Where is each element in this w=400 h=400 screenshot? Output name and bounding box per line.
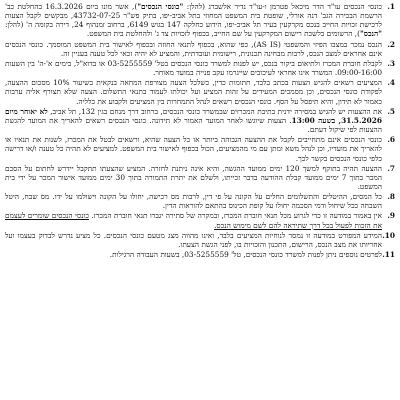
clause-text-segment: "הנכס" bbox=[359, 29, 382, 39]
clause-text-segment: המציעים רשאים להגיש הצעות בכתב בלבד, חתומות כדין, כשלכל הצעה מצורפת המחאה בנקאית בשיעור 10% מסכום ההצעה, לפקודת כונסי הנכסים, וכן מסמכים המעידים על זהות המציע ועל יכולתו לעמוד בתנאי התשלום. הצעה שלא תצורף אליה ערבות כאמור לא תידון, והיא תיפסל על הסף. כונסי הנכסים רשאים לנהל התמחרות בין המציעים ולקבוע את כלליה. bbox=[5, 78, 382, 106]
clause-item bbox=[5, 250, 395, 259]
clause-text bbox=[5, 231, 382, 249]
clause-text-segment: ), הרשומים בלשכת רישום המקרקעין על שם החייב, בכפוף לזכויות צד ג' ולהחלטת בית המשפט. bbox=[86, 29, 360, 39]
clause-item bbox=[5, 192, 395, 210]
clause-text-segment: כונסי הנכסים אינם מתחייבים לקבל את ההצעה הגבוהה ביותר או כל הצעה שהיא, ורשאים לבטל את המכרז, לשנות את תנאיו או להאריך את מועדיו, וכן לנהל משא ומתן עם מי מהמציעים, הכול בכפוף לאישור בית המשפט. למציעים לא תהיה כל טענה ו/או דרישה כלפי כונסי הנכסים בקשר לכך. bbox=[5, 135, 382, 163]
clause-number: 10. bbox=[382, 230, 395, 240]
clause-number: 6. bbox=[387, 135, 395, 145]
clause-text-segment: כונסי הנכסים עו"ד הדר מיכאל פטרמן ו-עו"ד נדיר אלשברג (להלן: bbox=[183, 2, 382, 11]
clause-text bbox=[5, 107, 382, 134]
clause-text-segment: כל המסים, ההיטלים והתשלומים החלים על הקונה על פי דין, לרבות מס רכישה, יחולו על הקונה וישולמו על ידו. מס שבח, היטל השבחה ככל שיחול ודמי הסכמה יחולו על קופת הכינוס בהתאם להוראות הדין. bbox=[5, 192, 382, 211]
clause-text-segment: לפרטים נוספים ניתן לפנות למשרד כונסי הנכסים, טל' 03-5255559, בשעות העבודה הרגילות. bbox=[109, 250, 382, 260]
clause-text bbox=[5, 78, 382, 105]
clause-list bbox=[5, 2, 395, 259]
clause-text-segment: הנכס נמכר במצבו הפיזי והמשפטי (AS IS), כפי שהוא, בכפוף לתנאי החוזה ובכפוף לאישור בית המשפט המוסמך. כונסי הנכסים אינם אחראים למצב הנכס, לרבות מבחינה תכנונית, רישומית ועובדתית, והמציע לא יהיה זכאי לכל טענה בעניין זה. bbox=[5, 39, 383, 58]
clause-number: 11. bbox=[382, 250, 395, 260]
clause-text bbox=[5, 2, 382, 38]
clause-text-segment: ), אשר מונו ביום 16.3.2026 בהחלטת כב' הרשמת הבכירה הגב' דנה אורלי, שופטת בית המשפט המחוזי בתל אביב-יפו, בתיק פש"ר 43732-07-25, מבקשים לקבל הצעות לרכישת זכויות החייב בנכס מקרקעין בעיר תל אביב-יפו, הידוע כחלקה 147 בגוש 6149, ברחוב זמנהוף 24, דירה בקומה ה' (להלן: bbox=[5, 2, 382, 30]
clause-text-segment: אין באמור במודעה זו כדי לגרוע מכל תנאי חוברת המכרז, ובמקרה של סתירה יגברו תנאי חוברת המכרז. bbox=[89, 211, 383, 221]
clause-text bbox=[5, 211, 382, 229]
clause-text-segment: המידע המפורט במודעה זו נמסר לנוחיות המציעים בלבד, ואינו מהווה מצג מטעם כונסי הנכסים. כל מציע נדרש לבדוק בעצמו ועל אחריותו את מצב הנכס, הרישום, התכנון והזכויות בו, לפני הגשת הצעתו. bbox=[5, 230, 382, 249]
clause-text bbox=[110, 250, 382, 259]
clause-text bbox=[5, 40, 382, 58]
clause-text bbox=[5, 59, 382, 77]
clause-text-segment: לקבלת חוברת המכרז ולתיאום ביקור בנכס, יש לפנות למשרד כונסי הנכסים בטל' 03-5255559 או בדוא"ל, בימים א'-ה' בין השעות 09:00-16:00. המשרד אינו אחראי לעיכובים שייגרמו עקב פנייה במועד מאוחר. bbox=[5, 58, 383, 78]
clause-text bbox=[5, 164, 382, 191]
clause-number: 5. bbox=[387, 106, 395, 116]
clause-item bbox=[5, 164, 395, 191]
clause-item bbox=[5, 78, 395, 105]
clause-number: 1. bbox=[387, 2, 395, 11]
clause-item bbox=[5, 2, 395, 39]
clause-text-segment: את ההצעות יש להגיש במסירה ידנית בתיבת המכרזים שבמשרד כונסי הנכסים, ברחוב דרך מנחם בגין 132, תל אביב, bbox=[47, 106, 382, 116]
clause-number: 7. bbox=[387, 163, 395, 173]
clause-item bbox=[5, 231, 395, 249]
clause-text bbox=[5, 135, 382, 162]
clause-item bbox=[5, 135, 395, 162]
clause-text-segment: לא יאוחר מיום 31.5.2026, בשעה 13:00 bbox=[5, 106, 382, 125]
clause-text-segment: כונסי הנכסים שומרים לעצמם את הזכות לפעול בכל דרך שתיראה להם לשם מימוש הנכס. bbox=[5, 211, 382, 230]
clause-text bbox=[5, 192, 382, 210]
clause-text-segment: . הצעות שיוגשו לאחר המועד האמור לא תידונה. כונסי הנכסים רשאים להאריך את המועד להגשת ההצעות לפי שיקול דעתם. bbox=[5, 115, 382, 135]
clause-item bbox=[5, 211, 395, 229]
clause-number: 4. bbox=[387, 78, 395, 88]
clause-number: 9. bbox=[387, 211, 395, 221]
clause-text-segment: ההצעה תהיה בתוקף למשך 120 ימים ממועד ההגשה, והיא אינה ניתנת לחזרה. המציע שהצעתו תתקבל יידרש לחתום על הסכם המכר בתוך 7 ימים ממועד קבלת ההודעה בדבר זכייתו, ולשלם את יתרת התמורה בתוך 30 ימים ממועד אישור המכר על ידי בית המשפט. bbox=[5, 163, 382, 191]
clause-number: 3. bbox=[387, 58, 395, 68]
clause-number: 2. bbox=[387, 39, 395, 49]
clause-text-segment: "כונסי הנכסים" bbox=[137, 2, 184, 11]
clause-item bbox=[5, 40, 395, 58]
clause-number: 8. bbox=[387, 192, 395, 202]
clause-item bbox=[5, 107, 395, 134]
clause-item bbox=[5, 59, 395, 77]
